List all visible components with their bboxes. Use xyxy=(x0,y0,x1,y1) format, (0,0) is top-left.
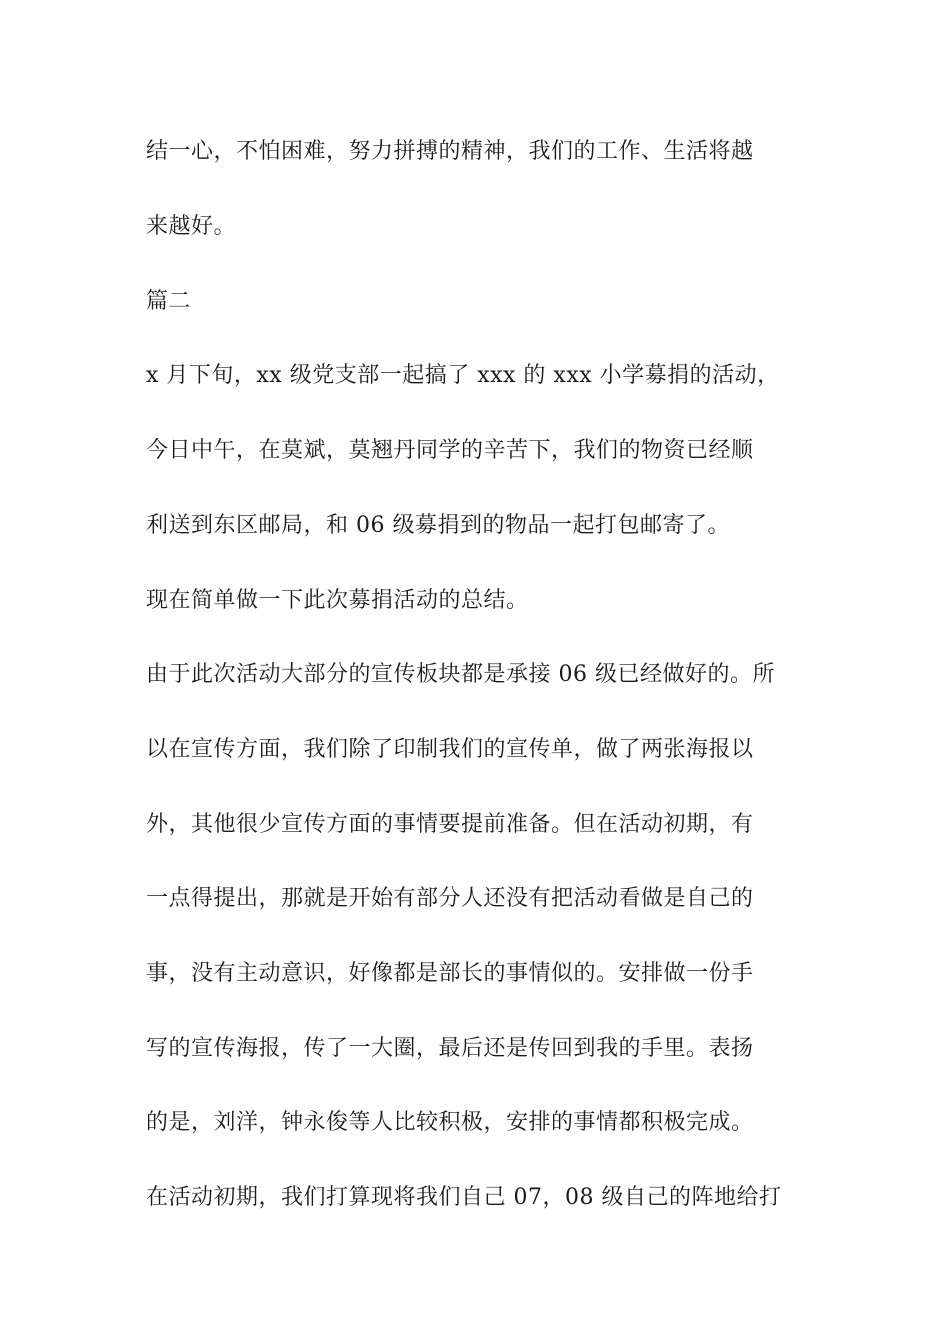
text-line: 今日中午，在莫斌，莫翘丹同学的辛苦下，我们的物资已经顺 xyxy=(146,438,754,463)
text-line: 由于此次活动大部分的宣传板块都是承接 06 级已经做好的。所 xyxy=(146,662,775,687)
text-line: 在活动初期，我们打算现将我们自己 07，08 级自己的阵地给打 xyxy=(146,1185,782,1210)
text-line: 的是，刘洋，钟永俊等人比较积极，安排的事情都积极完成。 xyxy=(146,1110,754,1135)
text-line: 利送到东区邮局，和 06 级募捐到的物品一起打包邮寄了。 xyxy=(146,513,730,538)
text-line: 写的宣传海报，传了一大圈，最后还是传回到我的手里。表扬 xyxy=(146,1036,754,1061)
text-line: 结一心，不怕困难，努力拼搏的精神，我们的工作、生活将越 xyxy=(146,139,754,164)
text-line: 外，其他很少宣传方面的事情要提前准备。但在活动初期，有 xyxy=(146,812,754,837)
text-line: 来越好。 xyxy=(146,214,237,239)
text-line: 一点得提出，那就是开始有部分人还没有把活动看做是自己的 xyxy=(146,886,754,911)
text-line: 现在简单做一下此次募捐活动的总结。 xyxy=(146,588,529,613)
text-line: 事，没有主动意识，好像都是部长的事情似的。安排做一份手 xyxy=(146,961,754,986)
text-line: 以在宣传方面，我们除了印制我们的宣传单，做了两张海报以 xyxy=(146,737,754,762)
text-line: x 月下旬，xx 级党支部一起搞了 xxx 的 xxx 小学募捐的活动， xyxy=(146,363,780,388)
section-heading: 篇二 xyxy=(146,289,192,314)
